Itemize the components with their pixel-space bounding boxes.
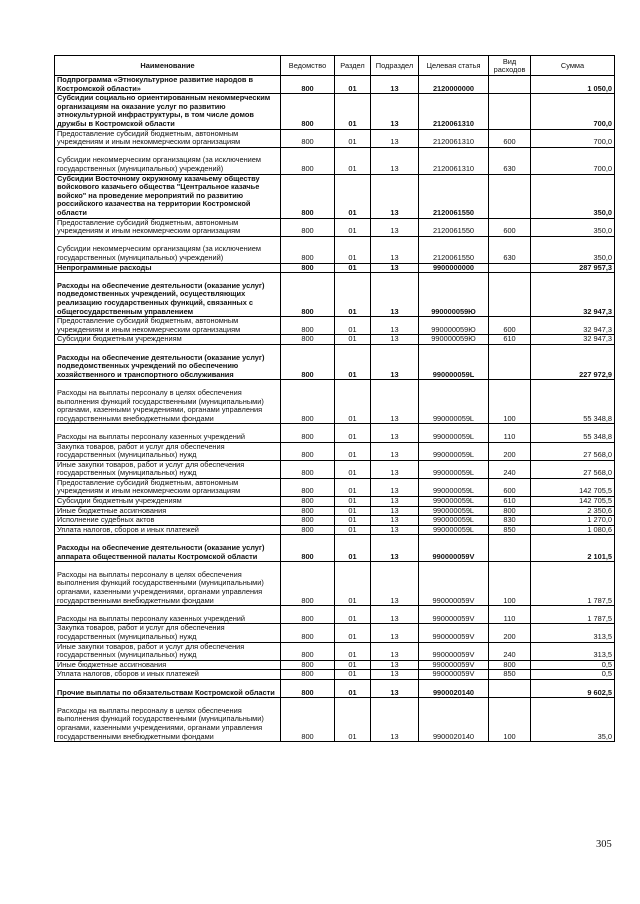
row-exptype: 600 — [489, 478, 531, 496]
row-target: 2120061310 — [419, 147, 489, 174]
table-row — [55, 497, 615, 507]
page-number: 305 — [596, 839, 612, 850]
row-dept: 800 — [281, 478, 335, 496]
row-exptype — [489, 535, 531, 562]
row-exptype — [489, 174, 531, 218]
row-section: 01 — [335, 335, 371, 345]
row-name: Субсидии бюджетным учреждениям — [55, 497, 281, 507]
row-name: Субсидии некоммерческим организациям (за исключением государственных (муниципальных) учреждений) — [55, 236, 281, 263]
row-target: 990000059V — [419, 535, 489, 562]
row-sum: 27 568,0 — [531, 442, 615, 460]
row-exptype: 850 — [489, 670, 531, 680]
table-row — [55, 525, 615, 535]
row-dept: 800 — [281, 679, 335, 697]
row-sum: 9 602,5 — [531, 679, 615, 697]
row-exptype: 610 — [489, 335, 531, 345]
row-dept: 800 — [281, 335, 335, 345]
row-target: 9900000000 — [419, 263, 489, 273]
row-exptype: 600 — [489, 129, 531, 147]
row-exptype: 800 — [489, 506, 531, 516]
row-sum: 2 350,6 — [531, 506, 615, 516]
table-body — [55, 76, 615, 742]
row-name: Предоставление субсидий бюджетным, автономным учреждениям и иным некоммерческим организациям — [55, 478, 281, 496]
table-row — [55, 129, 615, 147]
row-section: 01 — [335, 344, 371, 379]
row-sum: 313,5 — [531, 624, 615, 642]
row-subsection: 13 — [371, 478, 419, 496]
row-subsection: 13 — [371, 642, 419, 660]
row-subsection: 13 — [371, 562, 419, 606]
row-exptype: 240 — [489, 460, 531, 478]
row-sum: 1 270,0 — [531, 516, 615, 526]
row-sum: 700,0 — [531, 94, 615, 129]
row-exptype: 200 — [489, 442, 531, 460]
header-dept: Ведомство — [281, 56, 335, 76]
row-subsection: 13 — [371, 516, 419, 526]
row-subsection: 13 — [371, 335, 419, 345]
table-row — [55, 442, 615, 460]
row-subsection: 13 — [371, 525, 419, 535]
row-dept: 800 — [281, 525, 335, 535]
row-subsection: 13 — [371, 147, 419, 174]
row-section: 01 — [335, 129, 371, 147]
row-dept: 800 — [281, 174, 335, 218]
header-subsection: Подраздел — [371, 56, 419, 76]
table-row — [55, 273, 615, 317]
row-dept: 800 — [281, 535, 335, 562]
row-sum: 227 972,9 — [531, 344, 615, 379]
row-name: Расходы на выплаты персоналу в целях обеспечения выполнения функций государственными (муниципальными) органами, казенными учреждениями, органами управления государственными внебюджетными фондами — [55, 562, 281, 606]
row-target: 990000059V — [419, 660, 489, 670]
row-exptype: 600 — [489, 218, 531, 236]
row-target: 2120061310 — [419, 129, 489, 147]
row-sum: 27 568,0 — [531, 460, 615, 478]
row-sum: 1 787,5 — [531, 562, 615, 606]
row-subsection: 13 — [371, 380, 419, 424]
table-row — [55, 606, 615, 624]
row-target: 990000059L — [419, 497, 489, 507]
row-sum: 313,5 — [531, 642, 615, 660]
row-sum: 1 050,0 — [531, 76, 615, 94]
table-row — [55, 516, 615, 526]
row-name: Непрограммные расходы — [55, 263, 281, 273]
row-name: Расходы на обеспечение деятельности (оказание услуг) подведомственных учреждений, осуществляющих реализацию государственных функций, связанных с общегосударственным управлением — [55, 273, 281, 317]
row-sum: 55 348,8 — [531, 424, 615, 442]
row-section: 01 — [335, 624, 371, 642]
row-dept: 800 — [281, 460, 335, 478]
row-dept: 800 — [281, 147, 335, 174]
row-exptype: 630 — [489, 236, 531, 263]
row-exptype: 100 — [489, 562, 531, 606]
row-sum: 1 080,6 — [531, 525, 615, 535]
row-exptype — [489, 679, 531, 697]
row-section: 01 — [335, 174, 371, 218]
row-dept: 800 — [281, 642, 335, 660]
table-row — [55, 642, 615, 660]
row-target: 990000059L — [419, 380, 489, 424]
row-target: 990000059V — [419, 606, 489, 624]
row-section: 01 — [335, 442, 371, 460]
row-sum: 700,0 — [531, 147, 615, 174]
row-subsection: 13 — [371, 442, 419, 460]
row-target: 990000059L — [419, 460, 489, 478]
row-sum: 0,5 — [531, 670, 615, 680]
row-exptype: 850 — [489, 525, 531, 535]
row-name: Закупка товаров, работ и услуг для обеспечения государственных (муниципальных) нужд — [55, 624, 281, 642]
row-subsection: 13 — [371, 506, 419, 516]
row-sum: 32 947,3 — [531, 273, 615, 317]
row-dept: 800 — [281, 263, 335, 273]
row-section: 01 — [335, 642, 371, 660]
row-section: 01 — [335, 606, 371, 624]
row-target: 990000059L — [419, 442, 489, 460]
header-name: Наименование — [55, 56, 281, 76]
row-section: 01 — [335, 460, 371, 478]
row-section: 01 — [335, 679, 371, 697]
row-name: Иные бюджетные ассигнования — [55, 506, 281, 516]
row-subsection: 13 — [371, 679, 419, 697]
row-sum: 287 957,3 — [531, 263, 615, 273]
row-name: Закупка товаров, работ и услуг для обеспечения государственных (муниципальных) нужд — [55, 442, 281, 460]
table-row — [55, 679, 615, 697]
row-section: 01 — [335, 525, 371, 535]
row-target: 9900020140 — [419, 679, 489, 697]
row-dept: 800 — [281, 380, 335, 424]
row-dept: 800 — [281, 698, 335, 742]
row-sum: 350,0 — [531, 174, 615, 218]
row-sum: 55 348,8 — [531, 380, 615, 424]
row-name: Расходы на обеспечение деятельности (оказание услуг) аппарата общественной палаты Костромской области — [55, 535, 281, 562]
row-section: 01 — [335, 147, 371, 174]
table-row — [55, 698, 615, 742]
row-exptype — [489, 94, 531, 129]
table-row — [55, 506, 615, 516]
row-name: Расходы на выплаты персоналу казенных учреждений — [55, 606, 281, 624]
row-dept: 800 — [281, 660, 335, 670]
row-exptype: 200 — [489, 624, 531, 642]
row-sum: 142 705,5 — [531, 497, 615, 507]
row-dept: 800 — [281, 76, 335, 94]
row-dept: 800 — [281, 516, 335, 526]
row-section: 01 — [335, 516, 371, 526]
table-row — [55, 670, 615, 680]
row-subsection: 13 — [371, 424, 419, 442]
row-dept: 800 — [281, 606, 335, 624]
row-section: 01 — [335, 263, 371, 273]
table-row — [55, 380, 615, 424]
table-row — [55, 335, 615, 345]
table-row — [55, 94, 615, 129]
row-subsection: 13 — [371, 460, 419, 478]
row-subsection: 13 — [371, 129, 419, 147]
budget-table — [54, 55, 615, 742]
row-dept: 800 — [281, 236, 335, 263]
row-subsection: 13 — [371, 670, 419, 680]
row-dept: 800 — [281, 344, 335, 379]
row-name: Субсидии социально ориентированным некоммерческим организациям на оказание услуг по развитию этнокультурной инфраструктуры, в том числе домов дружбы в Костромской области — [55, 94, 281, 129]
row-sum: 1 787,5 — [531, 606, 615, 624]
table-row — [55, 660, 615, 670]
row-target: 9900020140 — [419, 698, 489, 742]
row-subsection: 13 — [371, 624, 419, 642]
table-row — [55, 147, 615, 174]
row-target: 990000059L — [419, 525, 489, 535]
table-row — [55, 317, 615, 335]
row-exptype: 600 — [489, 317, 531, 335]
row-name: Предоставление субсидий бюджетным, автономным учреждениям и иным некоммерческим организациям — [55, 317, 281, 335]
row-exptype: 610 — [489, 497, 531, 507]
row-subsection: 13 — [371, 263, 419, 273]
row-target: 990000059L — [419, 506, 489, 516]
row-section: 01 — [335, 76, 371, 94]
row-name: Субсидии бюджетным учреждениям — [55, 335, 281, 345]
row-sum: 350,0 — [531, 218, 615, 236]
row-subsection: 13 — [371, 236, 419, 263]
row-name: Предоставление субсидий бюджетным, автономным учреждениям и иным некоммерческим организациям — [55, 129, 281, 147]
row-dept: 800 — [281, 273, 335, 317]
row-target: 2120061550 — [419, 174, 489, 218]
row-target: 990000059L — [419, 516, 489, 526]
row-dept: 800 — [281, 218, 335, 236]
row-target: 990000059L — [419, 424, 489, 442]
row-name: Уплата налогов, сборов и иных платежей — [55, 525, 281, 535]
row-name: Расходы на выплаты персоналу казенных учреждений — [55, 424, 281, 442]
row-name: Расходы на обеспечение деятельности (оказание услуг) подведомственных учреждений по обеспечению хозяйственного и транспортного обслуживания — [55, 344, 281, 379]
row-sum: 35,0 — [531, 698, 615, 742]
header-section: Раздел — [335, 56, 371, 76]
row-section: 01 — [335, 218, 371, 236]
table-row — [55, 263, 615, 273]
header-sum: Сумма — [531, 56, 615, 76]
row-name: Прочие выплаты по обязательствам Костромской области — [55, 679, 281, 697]
row-exptype — [489, 263, 531, 273]
row-section: 01 — [335, 273, 371, 317]
row-subsection: 13 — [371, 273, 419, 317]
row-name: Уплата налогов, сборов и иных платежей — [55, 670, 281, 680]
budget-table-sheet — [54, 55, 614, 742]
row-target: 990000059V — [419, 562, 489, 606]
table-header-row — [55, 56, 615, 76]
row-sum: 32 947,3 — [531, 317, 615, 335]
row-dept: 800 — [281, 624, 335, 642]
row-exptype: 240 — [489, 642, 531, 660]
row-dept: 800 — [281, 506, 335, 516]
row-subsection: 13 — [371, 698, 419, 742]
row-target: 990000059V — [419, 642, 489, 660]
row-sum: 32 947,3 — [531, 335, 615, 345]
row-dept: 800 — [281, 497, 335, 507]
row-name: Расходы на выплаты персоналу в целях обеспечения выполнения функций государственными (муниципальными) органами, казенными учреждениями, органами управления государственными внебюджетными фондами — [55, 698, 281, 742]
row-sum: 350,0 — [531, 236, 615, 263]
row-subsection: 13 — [371, 76, 419, 94]
row-dept: 800 — [281, 562, 335, 606]
row-target: 990000059Ю — [419, 317, 489, 335]
row-subsection: 13 — [371, 344, 419, 379]
row-sum: 142 705,5 — [531, 478, 615, 496]
row-dept: 800 — [281, 442, 335, 460]
row-section: 01 — [335, 497, 371, 507]
row-section: 01 — [335, 94, 371, 129]
header-target: Целевая статья — [419, 56, 489, 76]
row-target: 2120061550 — [419, 218, 489, 236]
row-section: 01 — [335, 535, 371, 562]
row-sum: 2 101,5 — [531, 535, 615, 562]
table-row — [55, 535, 615, 562]
row-name: Расходы на выплаты персоналу в целях обеспечения выполнения функций государственными (муниципальными) органами, казенными учреждениями, органами управления государственными внебюджетными фондами — [55, 380, 281, 424]
row-subsection: 13 — [371, 218, 419, 236]
row-dept: 800 — [281, 670, 335, 680]
row-section: 01 — [335, 424, 371, 442]
table-row — [55, 478, 615, 496]
table-row — [55, 624, 615, 642]
table-row — [55, 76, 615, 94]
row-section: 01 — [335, 317, 371, 335]
row-subsection: 13 — [371, 174, 419, 218]
row-name: Иные закупки товаров, работ и услуг для обеспечения государственных (муниципальных) нужд — [55, 642, 281, 660]
row-section: 01 — [335, 698, 371, 742]
row-section: 01 — [335, 380, 371, 424]
row-target: 990000059Ю — [419, 335, 489, 345]
row-target: 990000059V — [419, 624, 489, 642]
row-sum: 700,0 — [531, 129, 615, 147]
row-exptype: 100 — [489, 380, 531, 424]
row-exptype: 110 — [489, 606, 531, 624]
row-name: Субсидии некоммерческим организациям (за исключением государственных (муниципальных) учреждений) — [55, 147, 281, 174]
row-target: 2120000000 — [419, 76, 489, 94]
row-name: Иные бюджетные ассигнования — [55, 660, 281, 670]
row-name: Субсидии Восточному окружному казачьему обществу войскового казачьего общества "Центральное казачье войско" на проведение мероприятий по развитию российского казачества на территории Костромской области — [55, 174, 281, 218]
row-name: Исполнение судебных актов — [55, 516, 281, 526]
row-target: 2120061310 — [419, 94, 489, 129]
row-target: 2120061550 — [419, 236, 489, 263]
row-exptype: 110 — [489, 424, 531, 442]
row-sum: 0,5 — [531, 660, 615, 670]
row-name: Предоставление субсидий бюджетным, автономным учреждениям и иным некоммерческим организациям — [55, 218, 281, 236]
row-dept: 800 — [281, 129, 335, 147]
row-subsection: 13 — [371, 606, 419, 624]
row-dept: 800 — [281, 94, 335, 129]
row-exptype — [489, 273, 531, 317]
row-exptype: 630 — [489, 147, 531, 174]
row-section: 01 — [335, 562, 371, 606]
row-exptype — [489, 76, 531, 94]
row-subsection: 13 — [371, 94, 419, 129]
table-row — [55, 218, 615, 236]
row-section: 01 — [335, 660, 371, 670]
row-section: 01 — [335, 670, 371, 680]
row-subsection: 13 — [371, 535, 419, 562]
row-exptype: 800 — [489, 660, 531, 670]
row-target: 990000059V — [419, 670, 489, 680]
row-subsection: 13 — [371, 660, 419, 670]
row-subsection: 13 — [371, 497, 419, 507]
table-row — [55, 460, 615, 478]
row-name: Иные закупки товаров, работ и услуг для обеспечения государственных (муниципальных) нужд — [55, 460, 281, 478]
row-exptype — [489, 344, 531, 379]
row-dept: 800 — [281, 317, 335, 335]
row-subsection: 13 — [371, 317, 419, 335]
row-exptype: 830 — [489, 516, 531, 526]
row-section: 01 — [335, 506, 371, 516]
table-row — [55, 344, 615, 379]
table-row — [55, 562, 615, 606]
row-exptype: 100 — [489, 698, 531, 742]
row-target: 990000059Ю — [419, 273, 489, 317]
row-name: Подпрограмма «Этнокультурное развитие народов в Костромской области» — [55, 76, 281, 94]
row-target: 990000059L — [419, 344, 489, 379]
row-section: 01 — [335, 478, 371, 496]
row-section: 01 — [335, 236, 371, 263]
header-exptype: Вид расходов — [489, 56, 531, 76]
table-row — [55, 424, 615, 442]
row-target: 990000059L — [419, 478, 489, 496]
table-row — [55, 174, 615, 218]
table-row — [55, 236, 615, 263]
row-dept: 800 — [281, 424, 335, 442]
